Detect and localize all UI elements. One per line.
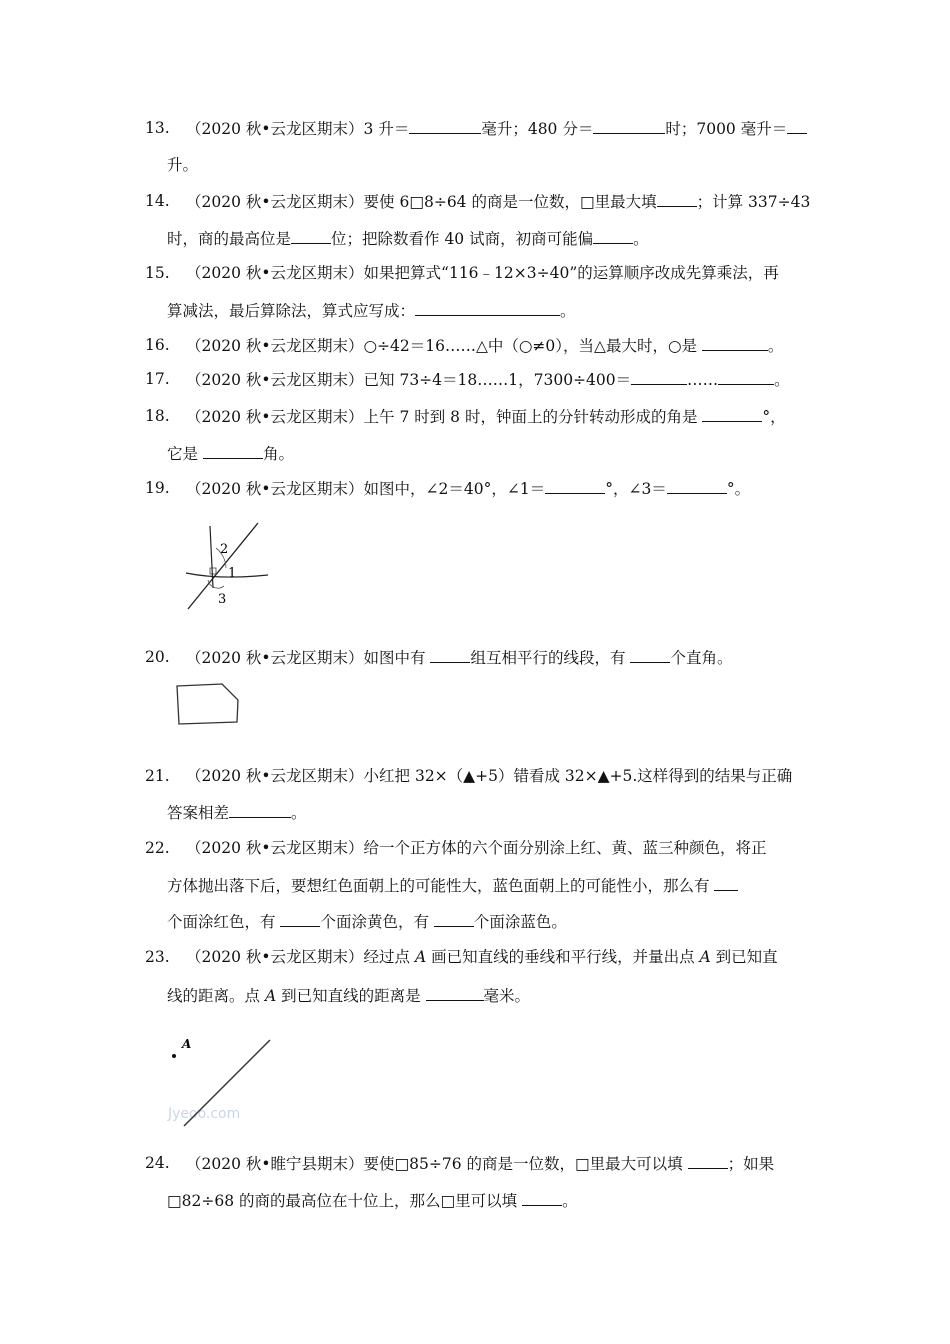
right-angle-mark [210,568,216,574]
question-21-number: 21. [145,767,170,785]
question-14-text: （2020 秋•云龙区期末）要使 6□8÷64 的商是一位数，□里最大填 ；计算 337÷43 [186,193,811,211]
answer-blank[interactable] [229,802,291,818]
angle-label-3: 3 [218,592,227,607]
question-20-text: （2020 秋•云龙区期末）如图中有 组互相平行的线段，有 个直角。 [186,649,733,667]
pentagon-figure [172,680,244,728]
question-15-number: 15. [145,264,170,282]
answer-blank[interactable] [718,369,774,385]
answer-blank[interactable] [657,191,697,207]
horizontal-line [186,573,268,577]
point-a [172,1054,176,1058]
point-and-line-figure [164,1030,284,1134]
source-tag: （2020 秋•睢宁县期末） [186,1155,364,1173]
answer-blank[interactable] [426,985,484,1001]
question-13-text: （2020 秋•云龙区期末）3 升＝ 毫升；480 分＝ 时；7000 毫升＝ [186,118,807,138]
answer-blank[interactable] [688,1153,728,1169]
question-18-text: （2020 秋•云龙区期末）上午 7 时到 8 时，钟面上的分针转动形成的角是 °， [186,408,786,426]
question-24-number: 24. [145,1154,170,1172]
question-22-line2: 方体抛出落下后，要想红色面朝上的可能性大，蓝色面朝上的可能性小，那么有 [167,875,738,895]
source-tag: （2020 秋•云龙区期末） [186,948,364,966]
answer-blank[interactable] [203,443,263,459]
question-18-number: 18. [145,407,170,425]
vertical-line [210,526,213,588]
question-14-line2: 时，商的最高位是 位；把除数看作 40 试商，初商可能偏 。 [167,230,649,248]
pentagon-shape [177,684,238,724]
answer-blank[interactable] [409,118,481,134]
answer-blank[interactable] [702,406,762,422]
question-24-line2: □82÷68 的商的最高位在十位上，那么□里可以填 。 [167,1192,578,1210]
watermark: Jyeoo.com [168,1106,241,1122]
answer-blank[interactable] [434,911,474,927]
answer-blank[interactable] [593,118,665,134]
question-23-number: 23. [145,948,170,966]
question-24-text: （2020 秋•睢宁县期末）要使□85÷76 的商是一位数，□里最大可以填 ；如果 [186,1155,775,1173]
answer-blank[interactable] [631,369,687,385]
answer-blank[interactable] [291,228,331,244]
question-22-number: 22. [145,839,170,857]
source-tag: （2020 秋•云龙区期末） [186,839,364,857]
question-18-line2: 它是 角。 [167,445,294,463]
source-tag: （2020 秋•云龙区期末） [186,120,364,138]
answer-blank[interactable] [415,300,560,316]
question-23-line2: 线的距离。点 A 到已知直线的距离是 毫米。 [167,987,531,1005]
answer-blank[interactable] [702,335,768,351]
question-15-line2: 算减法，最后算除法，算式应写成： 。 [167,302,576,320]
question-21-text: （2020 秋•云龙区期末）小红把 32×（▲+5）错看成 32×▲+5.这样得到的结果与正确 [186,767,793,785]
question-21-line2: 答案相差 。 [167,804,307,822]
question-15-text: （2020 秋•云龙区期末）如果把算式“116﹣12×3÷40”的运算顺序改成先算乘法，再 [186,264,779,282]
question-19-text: （2020 秋•云龙区期末）如图中，∠2＝40°，∠1＝ °，∠3＝ °。 [186,480,751,498]
question-17-number: 17. [145,370,170,388]
angle-label-1: 1 [228,566,237,581]
answer-blank[interactable] [522,1190,562,1206]
answer-blank[interactable] [667,478,727,494]
source-tag: （2020 秋•云龙区期末） [186,337,364,355]
answer-blank[interactable] [430,647,470,663]
question-23-text: （2020 秋•云龙区期末）经过点 A 画已知直线的垂线和平行线，并量出点 A 到已知直 [186,948,778,966]
question-20-number: 20. [145,648,170,666]
answer-blank[interactable] [787,118,807,134]
source-tag: （2020 秋•云龙区期末） [186,264,364,282]
answer-blank[interactable] [630,647,670,663]
source-tag: （2020 秋•云龙区期末） [186,767,364,785]
answer-blank[interactable] [593,228,633,244]
source-tag: （2020 秋•云龙区期末） [186,193,364,211]
source-tag: （2020 秋•云龙区期末） [186,480,364,498]
source-tag: （2020 秋•云龙区期末） [186,408,364,426]
question-22-text: （2020 秋•云龙区期末）给一个正方体的六个面分别涂上红、黄、蓝三种颜色，将正 [186,839,767,857]
angle-label-2: 2 [220,542,229,557]
question-13-line2: 升。 [167,156,199,174]
answer-blank[interactable] [280,911,320,927]
question-number: 13. [145,119,170,137]
question-14-number: 14. [145,192,170,210]
question-13-line1 [145,118,170,138]
angle-figure [180,518,280,614]
question-22-line3: 个面涂红色，有 个面涂黄色，有 个面涂蓝色。 [167,913,567,931]
question-17-text: （2020 秋•云龙区期末）已知 73÷4＝18……1，7300÷400＝ …… 。 [186,371,790,389]
question-19-number: 19. [145,479,170,497]
source-tag: （2020 秋•云龙区期末） [186,649,364,667]
point-a-label: A [182,1037,192,1051]
question-16-number: 16. [145,336,170,354]
answer-blank[interactable] [714,875,738,891]
source-tag: （2020 秋•云龙区期末） [186,371,364,389]
answer-blank[interactable] [545,478,605,494]
question-16-text: （2020 秋•云龙区期末）○÷42＝16……△中（○≠0），当△最大时，○是 。 [186,337,784,355]
